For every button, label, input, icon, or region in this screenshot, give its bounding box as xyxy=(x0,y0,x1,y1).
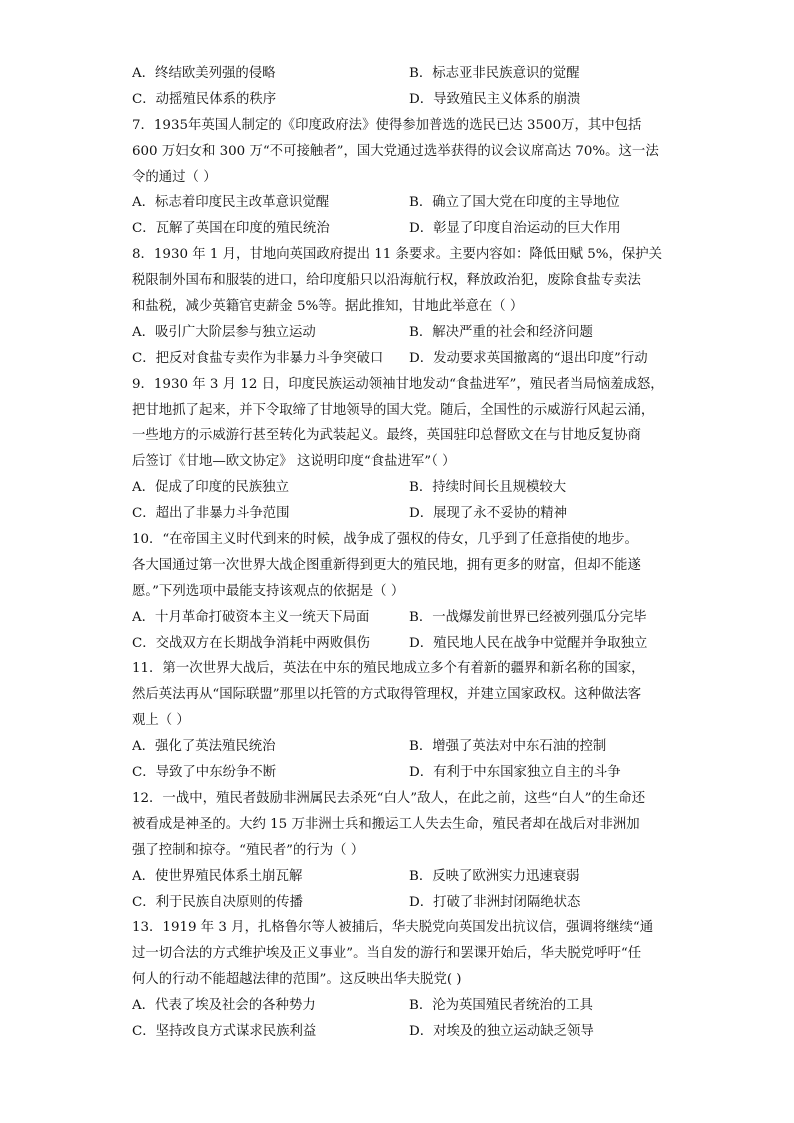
option-b: B．增强了英法对中东石油的控制 xyxy=(409,739,607,755)
question-stem-line: 各大国通过第一次世界大战企图重新得到更大的殖民地，拥有更多的财富，但却不能遂 xyxy=(132,557,641,573)
prev-question-options-ab xyxy=(132,61,672,87)
question-stem-line: 8．1930 年 1 月，甘地向英国政府提出 11 条要求。主要内容如：降低田赋 5%，保护关 xyxy=(132,247,663,263)
option-b: B．解决严重的社会和经济问题 xyxy=(409,324,593,340)
option-a: A．促成了印度的民族独立 xyxy=(132,480,289,496)
option-d: D．展现了永不妥协的精神 xyxy=(409,506,568,522)
option-d: D．有利于中东国家独立自主的斗争 xyxy=(409,765,621,781)
question-stem-line: 何人的行动不能超越法律的范围”。这反映出华夫脱党( ) xyxy=(132,972,462,988)
question-stem-line: 13．1919 年 3 月，扎格鲁尔等人被捕后，华夫脱党向英国发出抗议信，强调将继续“通 xyxy=(132,920,654,936)
option-d: D．殖民地人民在战争中觉醒并争取独立 xyxy=(409,635,648,651)
option-d: D．导致殖民主义体系的崩溃 xyxy=(409,91,581,107)
option-c: C．把反对食盐专卖作为非暴力斗争突破口 xyxy=(132,350,384,366)
options-cd xyxy=(132,890,672,916)
option-d: D．对埃及的独立运动缺乏领导 xyxy=(409,1023,594,1039)
option-a: A．吸引广大阶层参与独立运动 xyxy=(132,324,316,340)
option-a: A．终结欧美列强的侵略 xyxy=(132,66,276,81)
option-a: A．强化了英法殖民统治 xyxy=(132,739,276,755)
option-d: D．发动要求英国撤离的“退出印度”行动 xyxy=(409,350,648,366)
option-b: B．确立了国大党在印度的主导地位 xyxy=(409,195,620,211)
question-stem-line: 后签订《甘地—欧文协定》 这说明印度“食盐进军”（ ） xyxy=(132,454,456,470)
question-stem-line: 9．1930 年 3 月 12 日，印度民族运动领袖甘地发动“食盐进军”，殖民者当局恼羞成怒， xyxy=(132,376,664,392)
options-ab xyxy=(132,734,672,760)
options-cd xyxy=(132,1019,672,1045)
options-cd xyxy=(132,501,672,527)
question-stem-line: 600 万妇女和 300 万“不可接触者”，国大党通过选举获得的议会议席高达 70%。这一法 xyxy=(132,143,659,159)
question-stem-line: 然后英法再从“国际联盟”那里以托管的方式取得管理权，并建立国家政权。这种做法客 xyxy=(132,687,642,703)
question-stem-line: 观上（ ） xyxy=(132,713,190,729)
question-11 xyxy=(132,656,672,785)
question-stem-line: 一些地方的示威游行甚至转化为武装起义。最终，英国驻印总督欧文在与甘地反复协商 xyxy=(132,428,641,444)
option-a: A．十月革命打破资本主义一统天下局面 xyxy=(132,609,370,625)
question-stem-line: 强了控制和掠夺。“殖民者”的行为（ ） xyxy=(132,842,365,858)
option-c: C．超出了非暴力斗争范围 xyxy=(132,506,290,522)
question-stem-line: 10．“在帝国主义时代到来的时候，战争成了强权的侍女，几乎到了任意指使的地步。 xyxy=(132,532,638,548)
question-stem-line: 税限制外国布和服装的进口，给印度船只以沿海航行权，释放政治犯，废除食盐专卖法 xyxy=(132,273,641,289)
question-12 xyxy=(132,786,672,915)
option-c: C．利于民族自决原则的传播 xyxy=(132,894,303,910)
question-stem-line: 把甘地抓了起来，并下令取缔了甘地领导的国大党。随后，全国性的示威游行风起云涌， xyxy=(132,402,655,418)
question-stem-line: 11．第一次世界大战后，英法在中东的殖民地成立多个有着新的疆界和新名称的国家， xyxy=(132,661,645,677)
options-ab xyxy=(132,605,672,631)
option-a: A．使世界殖民体系土崩瓦解 xyxy=(132,868,303,884)
option-b: B．反映了欧洲实力迅速衰弱 xyxy=(409,868,580,884)
question-stem-line: 令的通过（ ） xyxy=(132,169,217,185)
option-c: C．动摇殖民体系的秩序 xyxy=(132,91,277,107)
option-b: B．一战爆发前世界已经被列强瓜分完毕 xyxy=(409,609,647,625)
option-c: C．交战双方在长期战争消耗中两败俱伤 xyxy=(132,635,370,651)
options-cd xyxy=(132,216,672,242)
options-ab xyxy=(132,475,672,501)
options-ab xyxy=(132,190,672,216)
options-cd xyxy=(132,346,672,372)
option-b: B．沦为英国殖民者统治的工具 xyxy=(409,998,593,1014)
options-ab xyxy=(132,993,672,1019)
option-b: B．持续时间长且规模较大 xyxy=(409,480,567,496)
option-c: C．坚持改良方式谋求民族利益 xyxy=(132,1023,317,1039)
question-8 xyxy=(132,242,672,371)
question-stem-line: 过一切合法的方式维护埃及正义事业”。当自发的游行和罢课开始后，华夫脱党呼吁“任 xyxy=(132,946,642,962)
question-stem-line: 被看成是神圣的。大约 15 万非洲士兵和搬运工人失去生命，殖民者却在战后对非洲加 xyxy=(132,816,640,832)
exam-content xyxy=(132,61,672,1045)
option-d: D．彰显了印度自治运动的巨大作用 xyxy=(409,221,621,237)
option-a: A．标志着印度民主改革意识觉醒 xyxy=(132,195,330,211)
question-9 xyxy=(132,372,672,527)
question-10 xyxy=(132,527,672,656)
option-d: D．打破了非洲封闭隔绝状态 xyxy=(409,894,581,910)
prev-question-options-cd xyxy=(132,87,672,113)
options-cd xyxy=(132,631,672,657)
option-c: C．导致了中东纷争不断 xyxy=(132,765,277,781)
options-ab xyxy=(132,864,672,890)
question-stem-line: 和盐税，减少英籍官吏薪金 5%等。据此推知，甘地此举意在（ ） xyxy=(132,299,524,315)
question-stem-line: 7．1935年英国人制定的《印度政府法》使得参加普选的选民已达 3500万，其中包括 xyxy=(132,117,642,133)
option-c: C．瓦解了英国在印度的殖民统治 xyxy=(132,221,330,237)
option-a: A．代表了埃及社会的各种势力 xyxy=(132,998,316,1014)
question-stem-line: 愿。”下列选项中最能支持该观点的依据是（ ） xyxy=(132,583,405,599)
question-7 xyxy=(132,113,672,242)
question-stem-line: 12．一战中，殖民者鼓励非洲属民去杀死“白人”敌人，在此之前，这些“白人”的生命还 xyxy=(132,790,646,806)
options-ab xyxy=(132,320,672,346)
options-cd xyxy=(132,760,672,786)
option-b: B．标志亚非民族意识的觉醒 xyxy=(409,66,580,81)
question-13 xyxy=(132,915,672,1044)
